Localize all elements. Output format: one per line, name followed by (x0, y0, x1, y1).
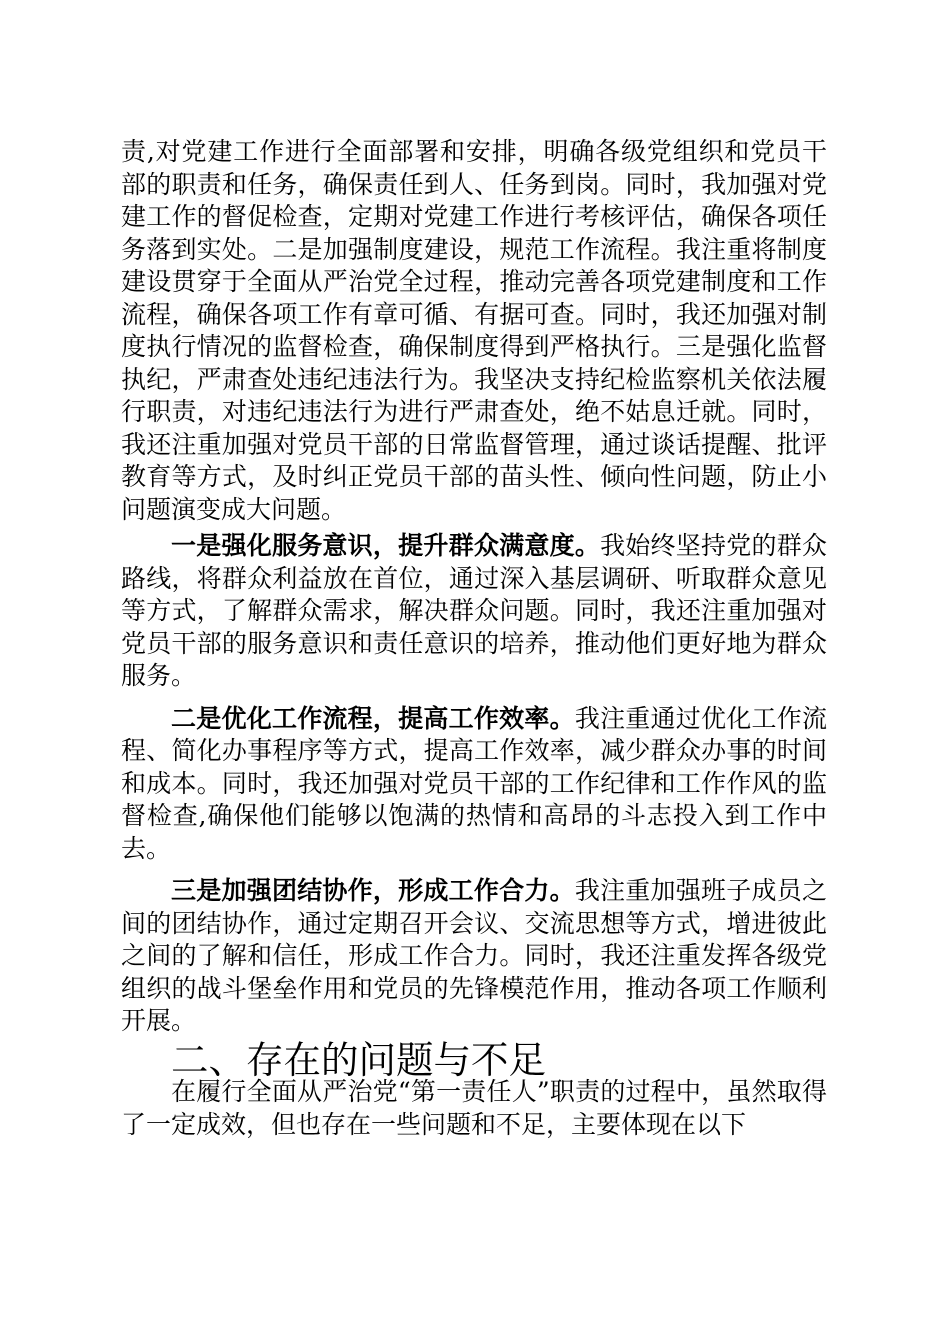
point-lead-3: 三是加强团结协作，形成工作合力。 (171, 876, 575, 905)
point-body-3: 我注重加强班子成员之间的团结协作，通过定期召开会议、交流思想等方式，增进彼此之间的了解和信任，形成工作合力。同时，我还注重发挥各级党组织的战斗堡垒作用和党员的先锋模范作用，推动各项工作顺利开展。 (121, 876, 827, 1035)
point-paragraph-3 (121, 875, 827, 1038)
point-body-2: 我注重通过优化工作流程、简化办事程序等方式，提高工作效率，减少群众办事的时间和成本。同时，我还加强对党员干部的工作纪律和工作作风的监督检查,确保他们能够以饱满的热情和高昂的斗志投入到工作中去。 (121, 703, 827, 863)
point-lead-2: 二是优化工作流程，提高工作效率。 (171, 703, 575, 733)
document-body (121, 136, 827, 1141)
final-paragraph: 在履行全面从严治党“第一责任人”职责的过程中，虽然取得了一定成效，但也存在一些问题和不足，主要体现在以下 (121, 1077, 827, 1139)
point-paragraph-1 (121, 530, 827, 693)
point-body-1: 我始终坚持党的群众路线，将群众利益放在首位，通过深入基层调研、听取群众意见等方式，了解群众需求，解决群众问题。同时，我还注重加强对党员干部的服务意识和责任意识的培养，推动他们更好地为群众服务。 (121, 531, 827, 690)
point-lead-1: 一是强化服务意识，提升群众满意度。 (171, 531, 601, 560)
continuation-paragraph: 责,对党建工作进行全面部署和安排，明确各级党组织和党员干部的职责和任务，确保责任到人、任务到岗。同时，我加强对党建工作的督促检查，定期对党建工作进行考核评估，确保各项任务落到实处。二是加强制度建设，规范工作流程。我注重将制度建设贯穿于全面从严治党全过程，推动完善各项党建制度和工作流程，确保各项工作有章可循、有据可查。同时，我还加强对制度执行情况的监督检查，确保制度得到严格执行。三是强化监督执纪，严肃查处违纪违法行为。我坚决支持纪检监察机关依法履行职责，对违纪违法行为进行严肃查处，绝不姑息迁就。同时，我还注重加强对党员干部的日常监督管理，通过谈话提醒、批评教育等方式，及时纠正党员干部的苗头性、倾向性问题，防止小问题演变成大问题。 (121, 137, 827, 524)
section-heading: 二、存在的问题与不足 (171, 1037, 546, 1082)
point-paragraph-2 (121, 703, 827, 866)
